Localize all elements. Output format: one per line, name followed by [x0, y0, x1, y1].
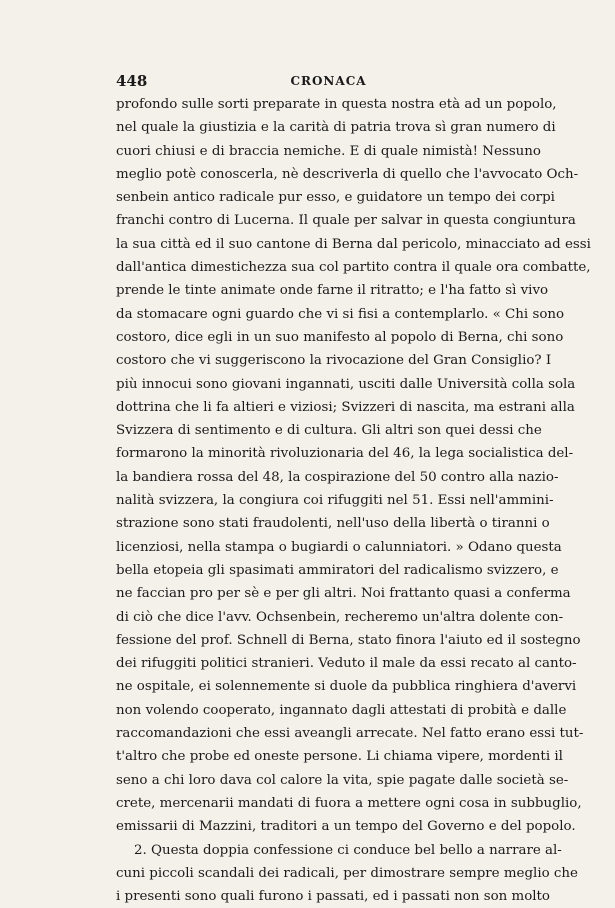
text-line: non volendo cooperato, ingannato dagli attestati di probità e dalle — [116, 702, 567, 718]
text-line: nel quale la giustizia e la carità di patria trova sì gran numero di — [116, 120, 556, 136]
text-line: profondo sulle sorti preparate in questa nostra età ad un popolo, — [116, 97, 557, 112]
text-line: franchi contro di Lucerna. Il quale per salvar in questa congiuntura — [116, 213, 576, 229]
text-line: dei rifuggiti politici stranieri. Veduto il male da essi recato al canto- — [116, 656, 577, 672]
page-header — [116, 72, 541, 92]
text-line: costoro che vi suggeriscono la rivocazione del Gran Consiglio? I — [116, 353, 552, 369]
body-text — [116, 93, 591, 908]
text-line: formarono la minorità rivoluzionaria del 46, la lega socialistica del- — [116, 446, 574, 462]
text-line: ne ospitale, ei solennemente si duole da pubblica ringhiera d'avervi — [116, 679, 577, 695]
text-line: più innocui sono giovani ingannati, usciti dalle Università colla sola — [116, 376, 576, 392]
text-line: strazione sono stati fraudolenti, nell'uso della libertà o tiranni o — [116, 516, 550, 532]
text-line: ne faccian pro per sè e per gli altri. Noi frattanto quasi a conferma — [116, 586, 571, 602]
text-line: emissarii di Mazzini, traditori a un tempo del Governo e del popolo. — [116, 819, 576, 835]
text-line: prende le tinte animate onde farne il ritratto; e l'ha fatto sì vivo — [116, 283, 549, 299]
text-line: nalità svizzera, la congiura coi rifuggiti nel 51. Essi nell'ammini- — [116, 493, 554, 509]
text-line: la bandiera rossa del 48, la cospirazione del 50 contro alla nazio- — [116, 469, 559, 485]
text-line: seno a chi loro dava col calore la vita, spie pagate dalle società se- — [116, 772, 569, 788]
text-line: di ciò che dice l'avv. Ochsenbein, recheremo un'altra dolente con- — [116, 609, 564, 625]
text-line: la sua città ed il suo cantone di Berna dal pericolo, minacciato ad essi — [116, 236, 591, 252]
text-line: cuori chiusi e di braccia nemiche. E di quale nimistà! Nessuno — [116, 143, 541, 159]
text-line: t'altro che probe ed oneste persone. Li chiama vipere, mordenti il — [116, 749, 563, 765]
text-line: meglio potè conoscerla, nè descriverla di quello che l'avvocato Och- — [116, 166, 579, 182]
text-line: i presenti sono quali furono i passati, ed i passati non son molto — [116, 889, 550, 905]
text-line: senbein antico radicale pur esso, e guidatore un tempo dei corpi — [116, 190, 555, 206]
page-number: 448 — [116, 72, 148, 90]
text-line: licenziosi, nella stampa o bugiardi o calunniatori. » Odano questa — [116, 539, 562, 555]
text-line: crete, mercenarii mandati di fuora a mettere ogni cosa in subbuglio, — [116, 795, 582, 811]
text-line: Svizzera di sentimento e di cultura. Gli altri son quei dessi che — [116, 423, 542, 439]
text-line: da stomacare ogni guardo che vi si fisi a contemplarlo. « Chi sono — [116, 306, 565, 322]
text-line: bella etopeia gli spasimati ammiratori del radicalismo svizzero, e — [116, 562, 559, 578]
text-line: dottrina che li fa altieri e viziosi; Svizzeri di nascita, ma estrani alla — [116, 399, 575, 415]
running-head: CRONACA — [290, 74, 367, 88]
text-line: cuni piccoli scandali dei radicali, per dimostrare sempre meglio che — [116, 865, 578, 881]
paragraph-start-line: 2. Questa doppia confessione ci conduce bel bello a narrare al- — [134, 842, 562, 858]
text-line: costoro, dice egli in un suo manifesto al popolo di Berna, chi sono — [116, 329, 564, 345]
text-line: raccomandazioni che essi aveangli arrecate. Nel fatto erano essi tut- — [116, 726, 584, 742]
text-line: dall'antica dimestichezza sua col partito contra il quale ora combatte, — [116, 260, 591, 276]
text-line: fessione del prof. Schnell di Berna, stato finora l'aiuto ed il sostegno — [116, 632, 581, 648]
